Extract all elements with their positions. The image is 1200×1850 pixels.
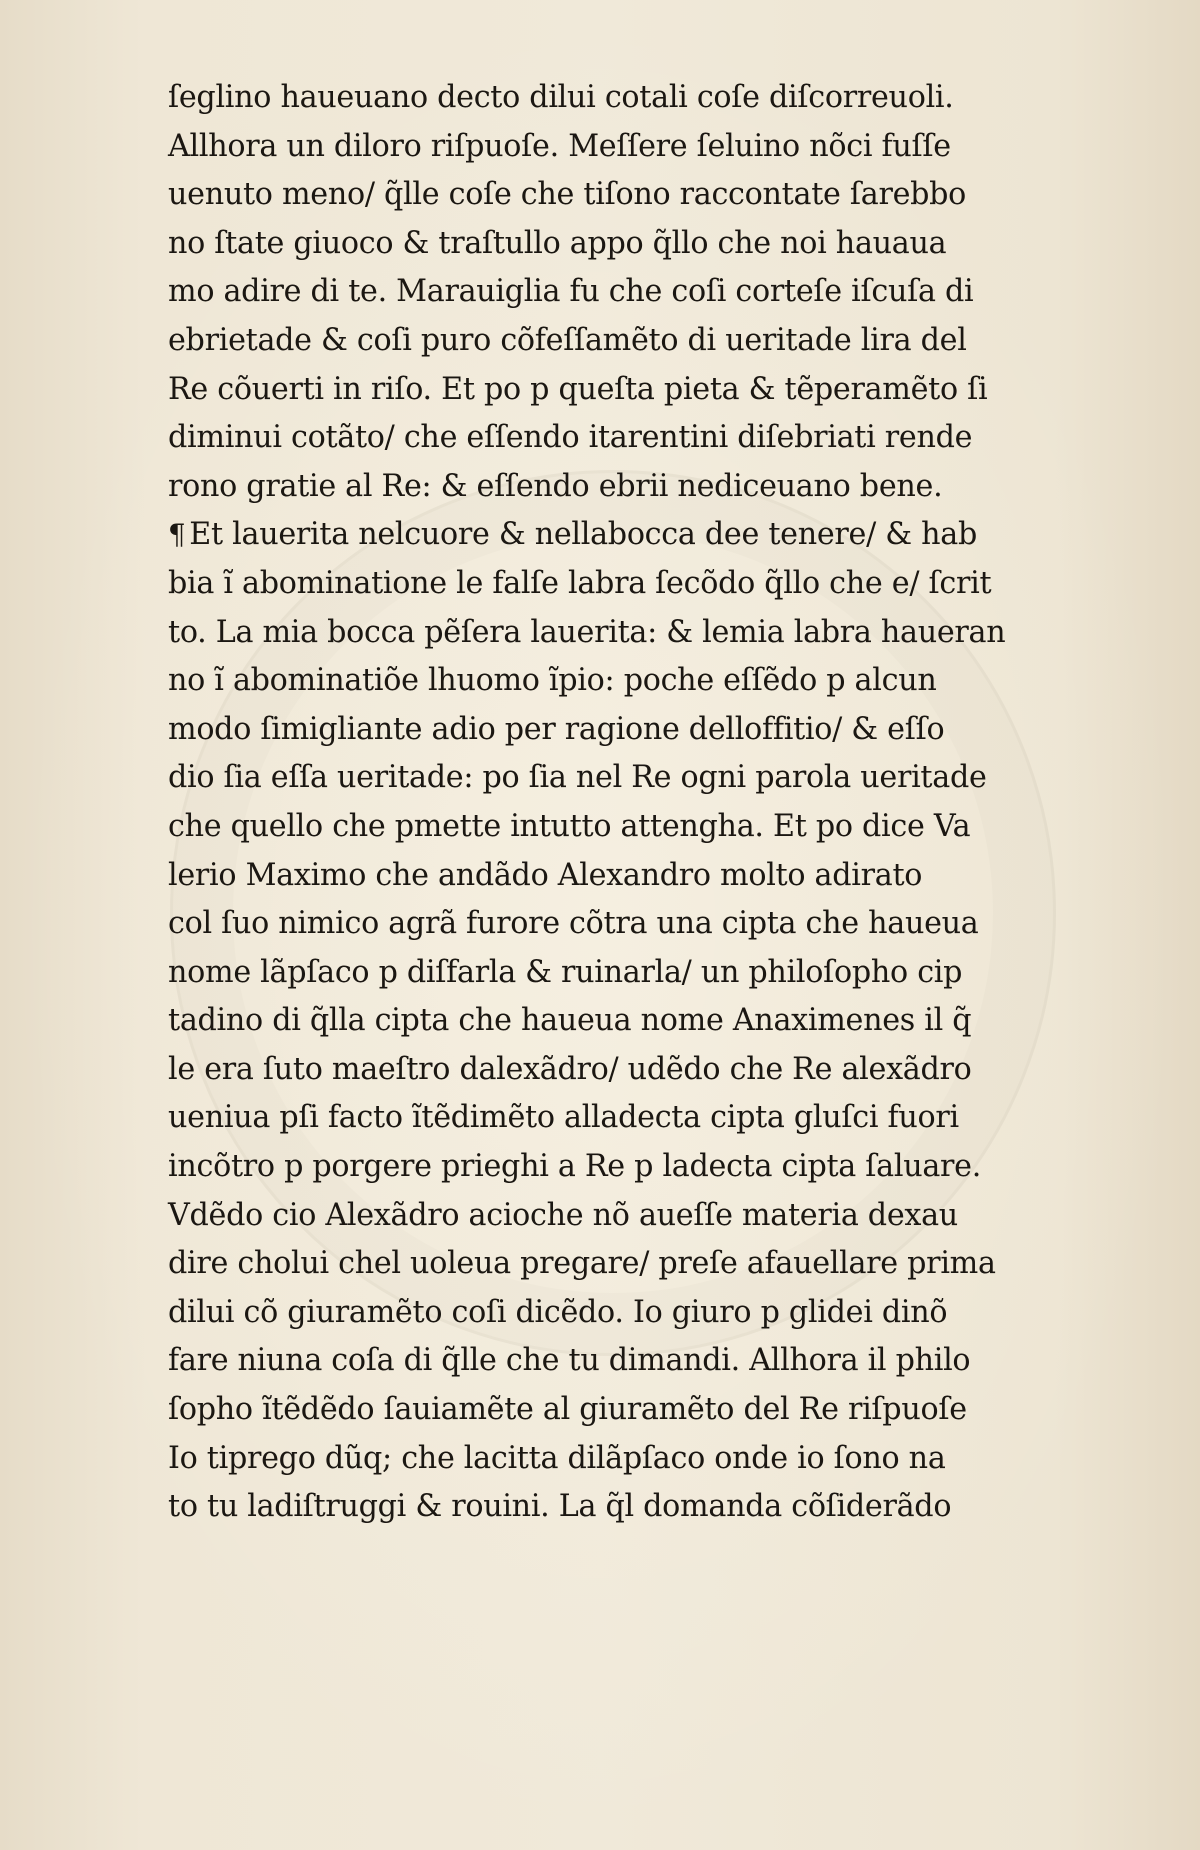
paragraph-mark: ¶ xyxy=(168,518,186,552)
text-line-8: diminui cotãto/ che eſſendo itarentini diſebriati rende xyxy=(168,420,973,456)
text-line-2: Allhora un diloro riſpuoſe. Meſſere ſeluino nõci fuſſe xyxy=(168,128,951,164)
text-line-13: no ĩ abominatiõe lhuomo ĩpio: poche eſſẽdo p alcun xyxy=(168,663,937,699)
text-line-7: Re cõuerti in riſo. Et po p queſta pieta & tẽperamẽto ſi xyxy=(168,371,988,407)
text-line-20: tadino di q̃lla cipta che haueua nome Anaximenes il q̃ xyxy=(168,1003,972,1039)
text-line-30: to tu ladiſtruggi & rouini. La q̃l domanda cõſiderãdo xyxy=(168,1489,952,1525)
text-line-15: dio ſia eſſa ueritade: po ſia nel Re ogni parola ueritade xyxy=(168,760,987,796)
text-line-27: fare niuna coſa di q̃lle che tu dimandi. Allhora il philo xyxy=(168,1343,971,1379)
text-line-1: ſeglino haueuano decto dilui cotali coſe diſcorreuoli. xyxy=(168,80,954,115)
body-text xyxy=(168,74,1108,1532)
text-line-25: dire cholui chel uoleua pregare/ preſe afauellare prima xyxy=(168,1246,996,1282)
text-line-18: col ſuo nimico agrã furore cõtra una cipta che haueua xyxy=(168,906,979,942)
text-line-16: che quello che pmette intutto attengha. Et po dice Va xyxy=(168,808,971,844)
text-line-14: modo ſimigliante adio per ragione delloffitio/ & eſſo xyxy=(168,711,945,747)
text-line-11: bia ĩ abominatione le falſe labra ſecõdo q̃llo che e/ ſcrit xyxy=(168,565,992,601)
text-line-10 xyxy=(168,511,1098,560)
text-line-9: rono gratie al Re: & eſſendo ebrii nediceuano bene. xyxy=(168,468,943,504)
text-line-6: ebrietade & coſi puro cõfeſſamẽto di ueritade lira del xyxy=(168,322,967,358)
text-line-5: mo adire di te. Marauiglia fu che coſi corteſe iſcuſa di xyxy=(168,274,974,310)
text-line-29: Io tiprego dũq; che lacitta dilãpſaco onde io ſono na xyxy=(168,1440,946,1476)
text-line-3: uenuto meno/ q̃lle coſe che tiſono raccontate ſarebbo xyxy=(168,177,967,213)
text-line-26: dilui cõ giuramẽto coſi dicẽdo. Io giuro p glidei dinõ xyxy=(168,1294,948,1330)
text-line-24: Vdẽdo cio Alexãdro acioche nõ aueſſe materia dexau xyxy=(168,1197,958,1233)
text-line-17: lerio Maximo che andãdo Alexandro molto adirato xyxy=(168,857,923,893)
text-line-21: le era ſuto maeſtro dalexãdro/ udẽdo che Re alexãdro xyxy=(168,1051,972,1087)
text-line-4: no ſtate giuoco & traſtullo appo q̃llo che noi hauaua xyxy=(168,225,947,261)
text-line-28: ſopho ĩtẽdẽdo ſauiamẽte al giuramẽto del Re riſpuoſe xyxy=(168,1392,967,1428)
text-line-22: ueniua pſi facto ĩtẽdimẽto alladecta cipta gluſci fuori xyxy=(168,1100,959,1136)
text-line-10-content: Et lauerita nelcuore & nellabocca dee tenere/ & hab xyxy=(189,517,977,553)
text-line-23: incõtro p porgere prieghi a Re p ladecta cipta ſaluare. xyxy=(168,1149,982,1185)
text-line-12: to. La mia bocca pẽſera lauerita: & lemia labra haueran xyxy=(168,614,1006,650)
text-line-19: nome lãpſaco p diſfarla & ruinarla/ un philoſopho cip xyxy=(168,954,963,990)
